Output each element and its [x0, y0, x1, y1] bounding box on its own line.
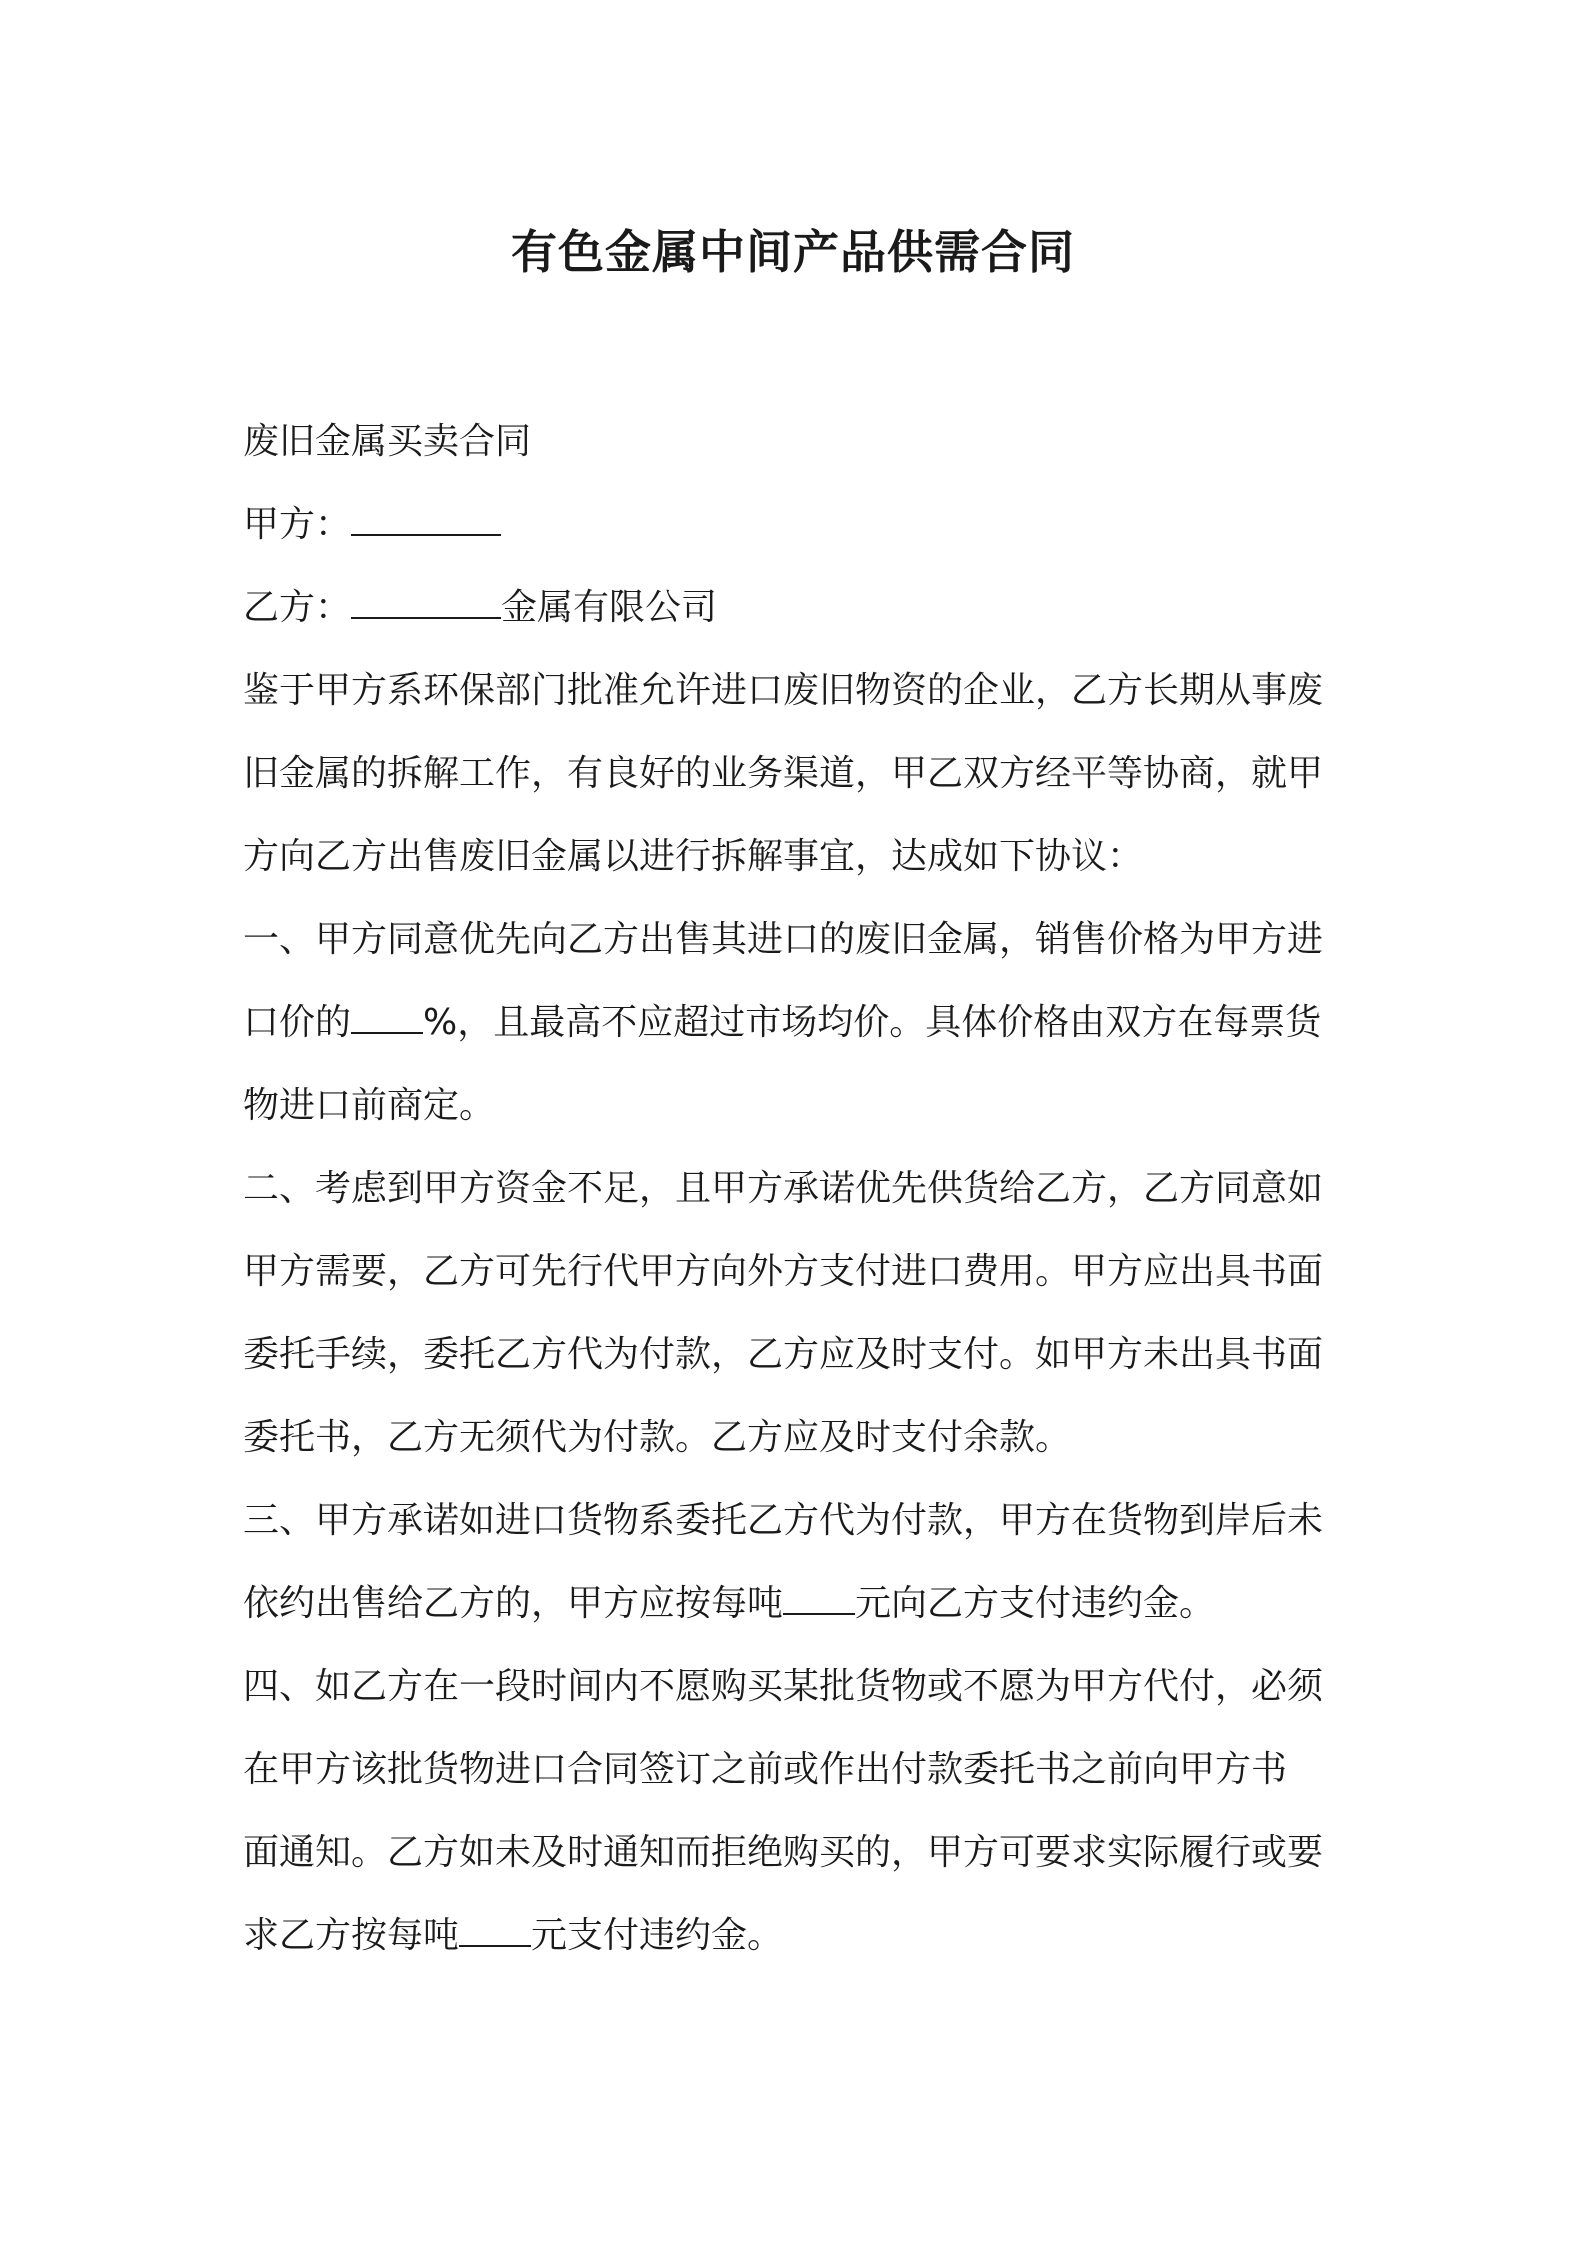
- clause3-text: 元向乙方支付违约金。: [855, 1583, 1216, 1624]
- penalty-per-ton-blank: [783, 1583, 855, 1615]
- party-a-line: [243, 483, 1355, 566]
- clause4-line: 在甲方该批货物进口合同签订之前或作出付款委托书之前向甲方书: [243, 1749, 1288, 1790]
- clause2-line: 委托书，乙方无须代为付款。乙方应及时支付余款。: [243, 1417, 1072, 1458]
- clause2-line: 委托手续，委托乙方代为付款，乙方应及时支付。如甲方未出具书面: [243, 1334, 1324, 1375]
- party-b-line: [243, 566, 1355, 649]
- party-b-blank: [351, 587, 501, 619]
- document-body: [243, 400, 1355, 1977]
- clause1-line: 物进口前商定。: [243, 1085, 496, 1126]
- party-a-blank: [351, 504, 501, 536]
- clause4-text: 求乙方按每吨: [243, 1915, 460, 1956]
- preamble-line: 旧金属的拆解工作，有良好的业务渠道，甲乙双方经平等协商，就甲: [243, 753, 1324, 794]
- clause4-line: 面通知。乙方如未及时通知而拒绝购买的，甲方可要求实际履行或要: [243, 1832, 1324, 1873]
- clause2-line: 甲方需要，乙方可先行代甲方向外方支付进口费用。甲方应出具书面: [243, 1251, 1324, 1292]
- clause1-line: 一、甲方同意优先向乙方出售其进口的废旧金属，销售价格为甲方进: [243, 919, 1324, 960]
- clause2-line: 二、考虑到甲方资金不足，且甲方承诺优先供货给乙方，乙方同意如: [243, 1168, 1324, 1209]
- clause4-line: [243, 1894, 1355, 1977]
- party-a-label: 甲方：: [243, 504, 352, 545]
- party-b-suffix: 金属有限公司: [501, 587, 718, 628]
- document-title: 有色金属中间产品供需合同: [511, 225, 1075, 279]
- clause1-line: [243, 981, 1355, 1064]
- clause4-line: 四、如乙方在一段时间内不愿购买某批货物或不愿为甲方代付，必须: [243, 1666, 1324, 1707]
- preamble-line: 鉴于甲方系环保部门批准允许进口废旧物资的企业，乙方长期从事废: [243, 670, 1324, 711]
- penalty-per-ton-blank-2: [459, 1915, 531, 1947]
- clause1-text: %，且最高不应超过市场均价。具体价格由双方在每票货: [423, 1002, 1322, 1043]
- price-percent-blank: [351, 1002, 423, 1034]
- clause1-text: 口价的: [243, 1002, 352, 1043]
- clause3-line: 三、甲方承诺如进口货物系委托乙方代为付款，甲方在货物到岸后未: [243, 1500, 1324, 1541]
- clause3-text: 依约出售给乙方的，甲方应按每吨: [243, 1583, 784, 1624]
- party-b-label: 乙方：: [243, 587, 352, 628]
- clause3-line: [243, 1562, 1355, 1645]
- preamble-line: 方向乙方出售废旧金属以进行拆解事宜，达成如下协议：: [243, 836, 1144, 877]
- subtitle: 废旧金属买卖合同: [243, 421, 532, 462]
- clause4-text: 元支付违约金。: [531, 1915, 784, 1956]
